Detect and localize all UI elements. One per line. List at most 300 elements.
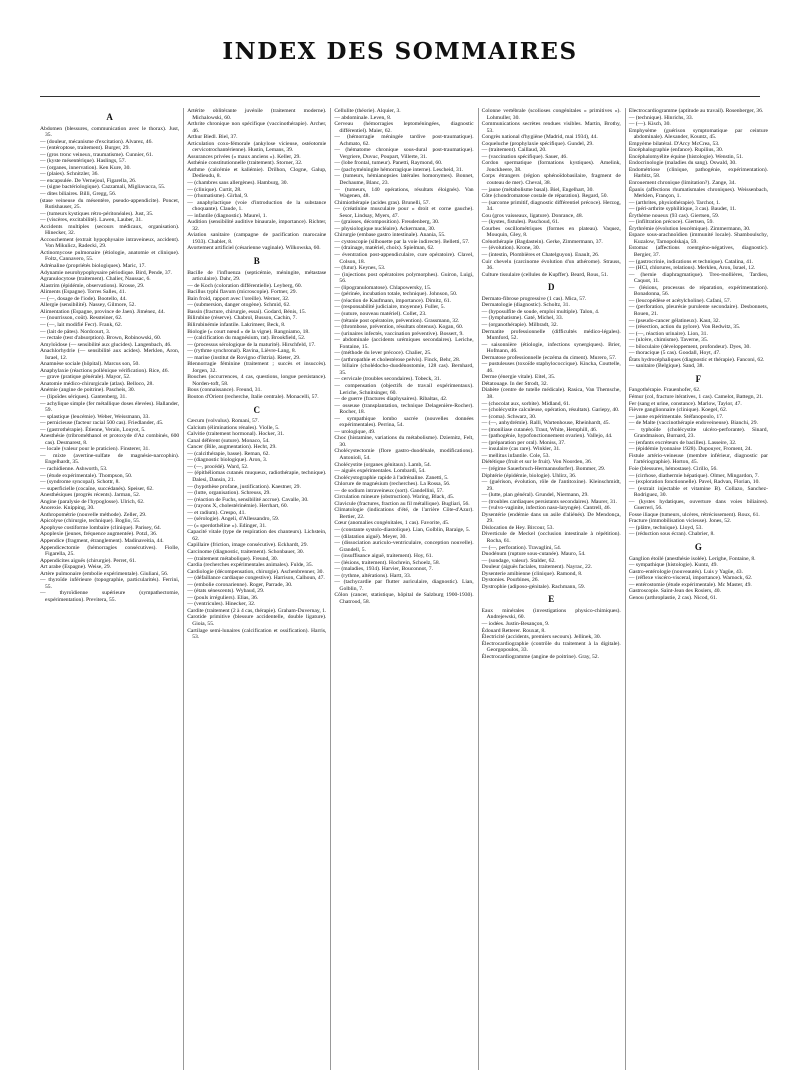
index-entry: — pernicieuse (facteur racial 500 cas). Friedlander, 45. (40, 420, 164, 427)
index-entry: Choc (histamine, variations du métabolisme). Dziemitz, Felt, 30. (334, 435, 474, 448)
index-entry: Dystrophie (adiposo-génitale). Rachmann, 59. (481, 583, 586, 590)
index-entry: Anesthésiques (progrès récents). Jarman, 52. (40, 492, 141, 499)
index-entry: Carcinome (diagnostic, traitement). Schonbauer, 30. (187, 549, 305, 555)
index-entry: — (plâtre, technique). Lloyd, 53. (628, 524, 703, 531)
index-entry: — (préparation per oral). Moniss, 37. (481, 439, 566, 446)
index-entry: — anaphylactique (voie d'introduction de la substance choquante). Claude, 1. (187, 199, 327, 213)
index-entry: — abdominale. Leven, 8. (334, 114, 392, 121)
index-entry: — (réaction de Kaufmann, importance). Dimitz, 61. (334, 297, 451, 304)
index-entry: Dermatose professionnelle (eczéma du ciment). Murero, 57. (481, 354, 617, 361)
index-entry: Ganglion étoilé (anesthésie isolée). Lerighe, Fontaine, 8. (628, 555, 756, 562)
index-entry: — (organothérapie). Milbradt, 32. (481, 321, 558, 328)
section-letter: D (547, 282, 555, 293)
index-entry: — (diagnostic biologique). Aron, 3. (187, 457, 268, 464)
index-entry: Bouton d'Orient (recherche, Italie centrale). Monacelli, 57. (187, 393, 319, 400)
index-entry: — (tumeurs kystiques rétro-péritonéales). Just, 35. (40, 210, 154, 217)
index-entry: Endocrinologie (maladies du sang). Oswald, 30. (628, 160, 737, 167)
index-entry: Cholécystographie rapide à l'adrénaline. Zanetti, 5. (334, 474, 449, 481)
index-entry: — (hernie diaphragmatique). Treo-mollières, Tardieu, Caquot, 11. (628, 271, 769, 285)
index-entry: Gastroscopie. Saint-Jean des Rosiers, 40. (628, 588, 721, 595)
index-entry: — (lymphatisme). Gaté, Michel, 33. (481, 315, 564, 322)
index-entry: Amyloïdose (— sensibilité aux glucides). Langenbach, 46. (40, 341, 172, 348)
index-entry: Fosse iliaque (tumeurs, ulcères, rétrécissement). Roux, 61. (628, 511, 760, 518)
index-entry: Érythème noueux (93 cas). Giertsen, 59. (628, 212, 720, 219)
index-entry: — (constante systolo-diastolique). Lian, Golblin, Baraige, 5. (334, 527, 471, 533)
index-entry: Bilirubinémie infantile. Lakrimeer, Beck, 8. (187, 321, 286, 328)
index-entry: — (sarcome primitif, diagnostic différentiel précoce). Herzog, 34. (481, 199, 621, 213)
index-entry: Cuir chevelu (carcinome évolution d'un athérome). Strauss, 36. (481, 258, 621, 272)
index-entry: Cardite (traitement (2 à 4 cas, thérapie). Graham-Duvernay, 1. (187, 607, 327, 614)
index-entry: — (sondage, valeur). Stalder, 62. (481, 557, 556, 564)
index-entry: Bouches (occurrences, 4 cas, questions, longue persistance). Norden-toft, 58. (187, 374, 327, 387)
index-entry: Eaux minérales (investigations physico-chimiques). Andrejewski, 60. (481, 607, 621, 621)
index-entry: Espace sous-arachnoïdien (immunité locale). Shamboulschy, Kuzalow, Tarnopolskaja, 59. (628, 232, 769, 245)
index-entry: — sanitaire (Belgique). Sand, 38. (628, 363, 704, 370)
index-entry: — (hyposulfite de soude, emploi multiple). Talon, 4. (481, 308, 600, 315)
index-entry: Dislocation de Hey. Bircour, 53. (481, 524, 554, 531)
index-entry: — aiguës expérimentales. Lombardi, 54. (334, 468, 426, 475)
index-entry: — cervicale (troubles secondaires). Tobeck, 31. (334, 376, 442, 383)
index-entry: — (organes, innervation). Ken Kure, 30. (40, 164, 131, 171)
index-entry: — (épithéliomas cutanés muqueux, radiothérapie, technique). Dalesi, Dansin, 21. (187, 470, 327, 483)
index-entry: — encapsulée. De Vernejoul, Figarella, 26. (40, 177, 137, 184)
index-entry: Appendicectomie (hémorragies consécutives). Fiolle, Figarella, 25. (40, 544, 180, 558)
index-entry: Anesthésie (tribrométhanol et protoxyde d'Az combinés, 600 cas). Desmarest, 8. (40, 433, 180, 446)
index-column-2 (183, 108, 326, 1070)
index-entry: — (régime Sauerbruch-Hermannsdorfer). Bommer, 29. (481, 465, 606, 472)
index-entry: Capacité vitale (type de respiration des chanteurs). Lichstein, 62. (187, 529, 327, 542)
index-entry: — (tumeurs, 140 opérations, résultats éloignés). Van Wagenen, 48. (334, 186, 474, 200)
index-entry: — (viscères, excitabilité). Lawen, Lauber, 31. (40, 217, 143, 224)
index-entry: — (processus sérologique de la maturité). Hirschfeld, 17. (187, 341, 316, 348)
index-entry: Diabète (centre de tutelle médicale). Rasica, Van Themsche, 38. (481, 387, 621, 400)
index-entry: Articulation coxo-fémorale (ankylose vicieuse, ostéotomie cervicotrochantérienne). Hustin, Lemans, 39. (187, 140, 327, 154)
index-entry: — de guerre (fractures diaphysaires). Ribaltas, 42. (334, 396, 448, 403)
index-entry: Anémie (angine de poitrine). Pascheis, 30. (40, 387, 136, 394)
index-entry: — iodées. Justin-Besançon, 9. (481, 621, 550, 628)
index-entry: Actinomycose pulmonaire (étiologie, anatomie et clinique). Foltz, Cannavero, 55. (40, 249, 180, 263)
index-entry: Apophyse costiforme lombaire (clinique). Parisey, 64. (40, 524, 162, 531)
index-entry: — (ulcère, chimisme). Taverne, 35. (628, 337, 709, 344)
index-entry: Accouchement (extrait hypophysaire intraveineux, accident). Von Mikulicz, Radecki, 29. (40, 236, 180, 250)
index-entry: — (troubles cardiaques persistants secondaires). Maurer, 31. (481, 498, 617, 505)
index-entry: Diététique (fruit et sur le fruit). Von Noorden, 36. (481, 459, 593, 466)
index-entry: Calcium (éliminations rénales). Violle, 5. (187, 424, 280, 431)
index-entry: Appendice (fragment, étranglement). Madinaveitia, 44. (40, 538, 164, 544)
index-entry: — (—, anhydrémie). Ralli, Wartenhouse, Rheinhardt, 45. (481, 420, 610, 427)
index-entry: Congrès national d'hygiène (Madrid, mai 1934), 44. (481, 134, 598, 141)
index-entry: Cholécystite (organes génitaux). Lamb, 54. (334, 461, 432, 468)
index-entry: Anamnèse sociale (hôpital). Marcus son, 50. (40, 361, 140, 368)
index-entry: — (pseudo-cancer gélatineux). Kaut, 32. (628, 317, 720, 324)
index-entry: Canal déférent (suture). Monaco, 54. (187, 437, 270, 444)
index-entry: — (rayons X, cholestérinémie). Herrhart, 60. (187, 503, 289, 510)
index-entry: — cystoscopie (silhouette par la voie indirecte). Belletti, 57. (334, 238, 470, 245)
index-entry: Enrouement chronique (limitation?). Zange, 34. (628, 180, 736, 187)
index-entry: — (syndrome syncopal). Schottr, 8. (40, 479, 120, 486)
index-entry: Audition (sensibilité auditive binaurale, importance). Richter, 32. (187, 219, 327, 232)
index-entry: — (résection, action du pylore). Von Redwitz, 35. (628, 324, 741, 331)
index-entry: Derme (énergie vitale). Eitel, 35. (481, 374, 556, 381)
index-entry: — (calcification du magnésium, rat). Brookfield, 52. (187, 335, 306, 342)
index-entry: Dystonies. Pourbines, 26. (481, 577, 539, 584)
index-entry: Alastrim (épidémie, observations). Krosse, 29. (40, 282, 145, 289)
index-entry: — (pathogénie, hypofonctionnement ovarien). Vallejo, 44. (481, 433, 613, 440)
index-entry: — (extrait injectable et vitamine B). Collazo, Sanchez-Rodriguez, 30. (628, 485, 769, 499)
index-entry: Bain froid, rapport avec l'oreille). Werner, 32. (187, 295, 290, 302)
index-entry: Apicolyse (chirurgie, technique). Boglio, 55. (40, 518, 141, 525)
index-entry: Aliments (Espagne). Torres Salles, 41. (40, 289, 127, 296)
index-entry: — osseuse (transplantation, technique Delagenière-Rocher). Rocher, 18. (334, 402, 474, 416)
index-entry: Artérite oblitérante juvénile (traitement moderne). Michalowski, 60. (187, 108, 327, 121)
index-entry: — (futur). Keynes, 53. (334, 265, 386, 272)
index-entry: — entérostomie (étude expérimentale). Mc Master, 49. (628, 581, 752, 588)
index-entry: Agranulocytose (traitement). Chalier, Naussac, 6. (40, 276, 151, 283)
index-entry: — (perforation, pleurésie purulente secondaire). Desbonnets, Rouen, 21. (628, 304, 769, 317)
index-entry: Empyème bilatéral. D'Arcy McCrea, 53. (628, 140, 720, 147)
index-entry: Chlorure de magnésium (recherches). La Rossa, 56. (334, 481, 451, 488)
index-entry: — (kyste mésentérique). Haslings, 57. (40, 158, 126, 165)
index-entry: — (arthropathie et cholestérose pelvis). Finck, Behr, 28. (334, 356, 461, 363)
index-entry: — (responsabilité judiciaire, moyenne). Fuller, 5. (334, 304, 445, 311)
index-entry: — mixte (avertine-sulfate de magnésie-narcophin). Engelhardt, 35. (40, 452, 180, 466)
index-entry: Cœur (anomalies congénitales, 1 cas). Favorite, 45. (334, 520, 450, 527)
index-entry: Douleur (aiguës faciales, traitement). Nayrac, 22. (481, 564, 593, 571)
index-entry: — (graisses, décomposition). Freudenberg, 30. (334, 219, 440, 226)
index-entry: — (entéroptose, traitement). Burger, 29. (40, 145, 130, 152)
section-letter: G (694, 542, 702, 552)
index-entry: — thoracique (5 cas). Goodall, Hoyt, 47. (628, 350, 721, 357)
index-entry: — (leucopédèse et acétylcholine). Cafani, 57. (628, 297, 732, 304)
page-title: INDEX DES SOMMAIRES (222, 38, 578, 65)
index-entry: — (infiltration précoce). Giertsen, 59. (628, 219, 714, 226)
index-entry: Électricité (accidents, premiers secours). Jellinek, 30. (481, 634, 602, 641)
index-entry: — dites biliaires. Billi, Gregg, 56. (40, 191, 117, 198)
index-entry: — (—, dosage de l'iode). Bootello, 44. (40, 295, 127, 302)
index-column-5 (625, 108, 768, 1070)
index-entry: Bacille de l'influenza (septicémie, méningite, métastase articulaire). Dahr, 29. (187, 269, 327, 283)
index-entry: — (réduction sous écran). Chabrier, 8. (628, 531, 715, 538)
index-entry: Bassin (fracture, chirurgie, essai). Godard, Bénis, 15. (187, 308, 307, 315)
index-entry: — abdominale (accidents urémiques secondaires). Leriche, Fontaine, 15. (334, 337, 474, 350)
index-entry: — thyroïde inférieure (topographie, particularités). Ferrini, 55. (40, 577, 180, 590)
index-entry: — (lipogranulomatose). Chlapowersky, 15. (334, 284, 432, 291)
index-entry: — (tachycardie par flutter auriculaire, diagnostic). Lian, Golblin, 7. (334, 579, 474, 592)
index-entry: — superficielle (cocaïne, succédanés). Speiser, 62. (40, 485, 154, 492)
index-entry: — (suture, nouveau matériel). Collet, 23. (334, 310, 427, 317)
index-entry: Apoplexie (jeunes, fréquence augmentée). Potzl, 36. (40, 531, 158, 538)
index-entry: Clavicule (fractures, fraction au fil métallique). Bugliari, 56. (334, 500, 470, 507)
index-entry: — (dilatation aiguë). Meyer, 30. (334, 533, 407, 540)
index-entry: — splastique (leucémie). Weber, Weissmann, 33. (40, 413, 150, 420)
index-entry: — (ventricules). Hinecker, 32. (187, 601, 256, 608)
index-entry: Fistule artério-veineuse (membre inférieur, diagnostic par l'artériographie). Horton, 45. (628, 452, 769, 466)
index-entry: Genou (arthroplastie, 2 cas). Nicod, 61. (628, 594, 718, 601)
index-entry: — (plaies). Schnitzler, 36. (40, 171, 99, 178)
index-entry: Asthme (calcémie et kaliémie). Drilhon, Clogne, Galup, Dedieudu, 8. (187, 166, 327, 180)
index-entry: — (—, procédé). Ward, 52. (187, 463, 249, 470)
index-entry: — (lésions, traitement). Hochrein, Schoelz, 58. (334, 559, 441, 566)
index-entry: — (chocolat aux, sorbite). Midland, 61. (481, 400, 571, 407)
index-entry: — (signe bactériologique). Cazzamali, Migliavacca, 55. (40, 184, 166, 191)
index-entry: — (calcithérapie, basse). Reman, 62. (187, 450, 270, 457)
index-entry: — (arthrites, physiothérapie). Tarchot, 1. (628, 199, 721, 206)
index-entry: — (péri-arthrite syphilitique, 3 cas). Baudet, 11. (628, 206, 737, 213)
index-entry: — (technique). Hinrichs, 33. (628, 114, 694, 121)
index-entry: — (méthode du lever précoce). Chalier, 25. (334, 350, 432, 357)
index-entry: — (maladies, 1934). Harvier, Bouconnot, 7. (334, 566, 433, 573)
section-letter: B (253, 256, 260, 267)
index-entry: — (tumeurs, hémianopsies latérales homonymes). Bonnet, Dechaume, Blanc, 23. (334, 173, 474, 187)
index-entry: — (lutte, plan général). Grundel, Niermann, 29. (481, 492, 589, 499)
index-entry: — (coma). Schwarz, 30. (481, 413, 537, 420)
index-entry: Foie (blessures, hémostase). Cirillo, 56. (628, 465, 718, 472)
index-entry: — compensation (objectifs de travail expérimentaux). Leriche, Schnitsinger, 60. (334, 382, 474, 396)
index-entry: — (douleur, mécanisme d'excitation). Alvarez, 46. (40, 138, 153, 145)
index-entry: — (kystes hydatiques, ouverture dans voies biliaires). Guerreri, 56. (628, 498, 769, 512)
index-entry: Anachlorhydrie (— sensibilité aux acides). Merklen, Aron, Israel, 12. (40, 348, 180, 361)
index-entry: — biliaire (cholédocho-duodénostomie, 128 cas). Bernhard, 35. (334, 363, 474, 376)
index-entry: — (submersion, danger otogène). Schmid, 62. (187, 302, 291, 309)
index-entry: — saisonnière (étiologie, infections synergiques). Brier, Hofmann, 46. (481, 341, 621, 355)
index-entry: Arthur Biedl. Biel, 37. (187, 134, 238, 141)
index-entry: — (nourrisson, coût). Ressteiner, 62. (40, 315, 123, 322)
index-entry: Diverticule de Meckel (occlusion intestinale à répétition). Rocha, 61. (481, 531, 621, 544)
index-entry: Communications secrètes rendues visibles. Martin, Brothy, 53. (481, 121, 621, 134)
index-entry: Blennorragie féminine (traitement ; succès et insuccès). Jorgen, 32. (187, 361, 327, 374)
index-entry: — (étude expérimentale). Thompson, 50. (40, 472, 133, 479)
index-entry: — (pachyméningite hémorragique interne). Lescheid, 31. (334, 166, 464, 173)
index-entry: — (—, lait modifié Fecr). Frank, 62. (40, 321, 123, 328)
index-entry: — (évolution). Krone, 30. (481, 245, 541, 252)
index-entry: Fracture (immobilisation vicieuse). Jones, 52. (628, 518, 732, 525)
index-entry: Abdomen (blessures, communication avec le thorax). Just, 35. (40, 125, 180, 139)
index-entry: Fer (sang et urine, constance). Marlow, Taylor, 47. (628, 400, 742, 407)
index-entry: — mellitus infantile. Cole, 53. (481, 452, 550, 459)
index-entry: — (états sénescents). Wybaud, 29. (187, 588, 265, 595)
index-entry: Électrocardiographie (contrôle du traitement à la digitale). Georgopoulos, 33. (481, 640, 621, 654)
index-entry: Cæcum (volvulus). Romani, 57. (187, 418, 259, 425)
index-entry: Gastro-entérologie (nouveautés). Luis y Yagüe, 43. (628, 568, 743, 575)
index-entry: Angine (paralysie de l'hypoglosse). Ulrich, 62. (40, 498, 145, 505)
index-entry: — éventration post-appendiculaire, cure opératoire). Clavel, Colson, 18. (334, 252, 474, 265)
index-entry: — (périnée, incubation totale, technique). Johnson, 50. (334, 291, 458, 298)
index-entry: Dysenterie amibienne (clinique). Ramond, 8. (481, 570, 583, 577)
index-entry: Avortement artificiel (césarienne vaginale). Wilkowska, 60. (187, 245, 321, 252)
index-entry: Adynamie neurohypophysaire périodique. Bird, Pende, 37. (40, 269, 172, 276)
index-entry: Cellulite (théorie). Alquier, 3. (334, 108, 401, 114)
index-entry: — sympathique lombo sacrée (nouvelles données expérimentales). Perrina, 54. (334, 415, 474, 429)
index-entry: Courbes oscillométriques (formes en plateau). Vaquez, Mouquin, Gley, 8. (481, 225, 621, 239)
index-entry: — (drainage, matériel, choix). Spielman, 62. (334, 245, 435, 252)
index-entry: Corps étrangers (région sphénoïdobasilaire, fragment de couteau de mer). Cheval, 38. (481, 173, 621, 187)
index-entry: — de Malte (vaccinothérapie endoveineuse). Bianchi, 29. (628, 420, 758, 427)
index-entry: — (HCl, chlorures, relations). Merklen, Aron, Israel, 12. (628, 265, 756, 272)
index-entry: — (hypothèse profane, justification). Kaestner, 29. (187, 483, 301, 490)
index-entry: — (gastrocrinie, indications et technique). Catalina, 41. (628, 258, 754, 265)
index-entry: — (chambres sans allergènes). Hamburg, 30. (187, 180, 288, 187)
index-column-1 (40, 108, 179, 1070)
index-entry: Cartilage semi-lunaires (calcification et ossification). Harris, 53. (187, 627, 327, 641)
index-entry: Chirurgie (embase gastro intestinale). Anania, 55. (334, 232, 446, 239)
index-entry: Arthrite chronique non spécifique (vaccinothérapie). Archer, 46. (187, 121, 327, 134)
index-entry: Crénothérapie (Bagdastein). Gerke, Zimmermann, 37. (481, 238, 603, 245)
index-entry: Circulation mineure (obstruction). Waring, Black, 45. (334, 494, 455, 501)
index-entry: — (lipoïdes sériques). Gantenberg, 31. (40, 393, 127, 400)
index-entry: Coqueluche (prophylaxie spécifique). Gundel, 29. (481, 140, 594, 147)
section-letter: E (548, 594, 555, 605)
index-entry: Cancer (Bile, augmentation). Hecht, 29. (187, 444, 277, 451)
index-entry: Aviation sanitaire (campagne de pacification marocaine 1933). Chablet, 8. (187, 232, 327, 245)
index-entry: — (moniliase cutanée). Traut, White, Hemphill, 46. (481, 426, 598, 433)
index-entry: Climatologie (indications d'été, de l'arrière Côte-d'Azur). Bertier, 22. (334, 507, 474, 520)
index-entry: Encéphalomyélite équine (histologie). Wenstin, 51. (628, 153, 744, 160)
index-entry: États hydrocéphaliques (diagnostic et thérapie). Fanconi, 62. (628, 356, 765, 363)
index-entry: — (embolie coronarienne). Roger, Parrade, 30. (187, 581, 293, 588)
index-entry: Dysentérie (endémie dans un asile d'aliénés). De Mendonça, 29. (481, 511, 621, 525)
index-entry: Diphtérie (épidémie, biologie). Uhlirz, 36. (481, 472, 577, 479)
index-entry: — (exploration fonctionnelle). Pavel, Radvan, Florian, 10. (628, 479, 760, 486)
index-entry: Capillaire (friction, image consécutive). Eckhardt, 29. (187, 542, 308, 549)
index-entry: Électrocardiogramme (aptitude au travail). Rosenberger, 36. (628, 108, 764, 114)
index-entry: Colonne vertébrale (scolioses congénitales « primitives »). Lohmuller, 30. (481, 108, 621, 121)
index-entry: Dermato-fibrose progressive (1 cas). Mica, 57. (481, 295, 587, 302)
index-entry: Anatomie médico-chirurgicale (atlas). Belloco, 28. (40, 380, 154, 387)
index-entry: Biologie (« court nœud » de la vigne). Rangniamo, 18. (187, 328, 310, 335)
index-entry: — (guérison, évolution, rôle de l'antitoxine). Kleinschmidt, 29. (481, 479, 621, 492)
index-entry: Anorexie. Knipping, 30. (40, 505, 95, 512)
index-entry: — (créatinine musculaire pour « droit et corne gauche). Sesor, Lindsay, Myers, 47. (334, 206, 474, 219)
index-entry: Détatouage. In der Strodt, 32. (481, 380, 548, 387)
index-entry: — (urinaires infectés, vaccination préventive). Bossert, 9. (334, 330, 464, 337)
index-entry: — (traitement métabolique). Freund, 30. (187, 555, 279, 562)
index-entry: Alimentation (Espagne, province de Jaen). Jiménez, 44. (40, 308, 165, 315)
index-entry: — (dissociation auriculo-ventriculaire, conception nouvelle). Grandell, 5. (334, 540, 474, 553)
index-entry: Côlon (cancer, statistique, hôpital de Salzburg 1900-1930). Chatrood, 58. (334, 592, 474, 606)
index-entry: — (« sperdothéline »). Edinger, 31. (187, 522, 267, 529)
index-entry: — (traitement). Caillaud, 20. (481, 147, 547, 154)
index-entry: — (lobe frontal, tumeur). Panetti, Raymond, 60. (334, 160, 443, 167)
index-entry: — (rythme, altérations). Hartt, 33. (334, 572, 412, 579)
index-entry: Cardiologie (décompensation, chirurgie). Aschenbrenner, 30. (187, 568, 324, 575)
index-entry: Accidents multiples (secours médicaux, organisation). Hinecker, 32. (40, 223, 180, 237)
index-entry: Dermatologie (diagnostic). Scholtz, 31. (481, 302, 570, 309)
index-entry: Édouard Retterer. Rouxat, 8. (481, 627, 546, 634)
index-entry: Adrénaline (propriétés biologiques). Maric, 17. (40, 263, 146, 270)
index-entry: — achylique simple (fer métallique doses élevées). Hallander, 59. (40, 400, 180, 414)
index-entry: Fièvre ganglionnaire (clinique). Koegel, 62. (628, 407, 728, 414)
index-entry: — (injections post opératoires polymorphes). Guiron, Luigi, 56. (334, 271, 474, 285)
index-entry: — de sodium intraveineux (sort). Gandellini, 57. (334, 487, 444, 494)
index-entry: — (vaccination spécifique). Sauer, 46. (481, 153, 568, 160)
index-entry: — biloculaire (développement, profondeur). Dyes, 30. (628, 343, 751, 350)
index-entry: — (cirrhose, diathermie hépatique). Olmer, Mingardon, 7. (628, 472, 759, 479)
index-entry: — (—). Kisch, 30. (628, 121, 671, 128)
index-entry: — thyroïdienne supérieure (sympathectomie, expérimentation). Previtera, 55. (40, 590, 180, 603)
section-letter: F (695, 373, 702, 384)
index-entry: — sympathique (histologie). Kuntz, 49. (628, 562, 718, 569)
index-entry: Cordon spermatique (formations kystiques). Amelink, Jonckheere, 38. (481, 160, 621, 173)
index-entry: Allergie (sensibilité). Nassey, Gilmore, 52. (40, 302, 136, 309)
index-entry: Côte (chondromatose costale de réparation). Regard, 50. (481, 193, 608, 200)
index-entry: Artère pulmonaire (embolie expérimentale). Giuliani, 56. (40, 570, 169, 577)
index-entry: Estomac (affections roentgéno-négatives, diagnostic). Bergier, 37. (628, 245, 769, 259)
index-entry: — (cholécystite calculeuse, opération, résultats). Gariepy, 40. (481, 407, 620, 414)
index-entry: — urologique, 49. (334, 428, 376, 435)
index-entry: — rectale (test d'absorption). Brown, Robinowski, 60. (40, 335, 162, 342)
index-entry: Duodénum (rupture sous-cutanée). Mauro, 54. (481, 551, 586, 558)
index-entry: Calvitie (traitement hormonal). Hocker, 31. (187, 431, 285, 438)
index-entry: Encéphalographie (enfance). Rupilius, 30. (628, 147, 724, 154)
index-entry: — marine (institut de Rovigno d'Istria). Rieter, 29. (187, 354, 301, 361)
index-entry: Électrocardiogramme (angine de poitrine). Gray, 52. (481, 653, 599, 660)
index-entry: — rachidienne. Ashworth, 53. (40, 465, 108, 472)
index-entry: Cholécystectomie (flore gastro-duodénale, modifications). Antonioli, 54. (334, 448, 474, 461)
index-entry: — (rhumatisme). Girbal, 9. (187, 193, 249, 200)
index-entry: Chimiothérapie (acides gras). Brunelli, 57. (334, 199, 430, 206)
section-letter: C (253, 404, 261, 415)
index-entry: — typhoïde (cholécystite ulcéro-perforante). Sinard, Grandmaison, Burnard, 23. (628, 426, 769, 440)
index-entry: — (rythme synchronal). Ravina, Lièvre-Lang, 8. (187, 348, 297, 355)
index-entry: (stase veineuse du mésentère, pseudo-appendicite). Poncet, Rutishauser, 25. (40, 197, 180, 211)
index-entry: Endométriose (clinique, pathogénie, expérimentation). Harbitz, 58. (628, 166, 769, 180)
index-entry: Appendicites aiguës (chirurgie). Perret, 61. (40, 557, 137, 564)
index-entry: — pustuleuses (toxoïde staphylococcique). Kincka, Couttelle, 46. (481, 361, 621, 374)
index-entry: — (réaction de Fuchs, sensibilité accrue). Cavalle, 30. (187, 496, 309, 503)
index-entry: Anaphylaxie (réactions pollénique vérification). Rice, 46. (40, 367, 169, 374)
index-entry: — (intestin, Plombières et Chatelguyon). Enault, 26. (481, 252, 600, 259)
index-entry: Cardia (recherches expérimentales animales). Fulde, 35. (187, 562, 314, 569)
index-entry: Anthropométrie (nouvelle méthode). Zeller, 29. (40, 511, 147, 518)
index-entry: — (lutte, organisation). Schreuss, 29. (187, 490, 271, 497)
index-entry: Bous (connaissance). Freund, 31. (187, 387, 262, 394)
index-entry: — (insuffisance aiguë, traitement). Hoy, 61. (334, 553, 433, 560)
index-entry: Fémur (col, fracture itératives, 1 cas). Camelot, Battegn, 21. (628, 393, 764, 400)
index-entry: — physiologique nucléaire). Ackermann, 30. (334, 225, 436, 232)
title-rule (40, 96, 760, 97)
index-entry: — (—, réaction urinaire). Lion, 31. (628, 330, 708, 337)
index-entry: — (sérologie). Angeli, d'Allessandro, 59. (187, 516, 280, 523)
index-entry: Bilirubine (réserve). Chabrol, Busson, Cachin, 7. (187, 315, 297, 322)
index-entry: — de Koch (coloration différentielle). Leyberg, 60. (187, 282, 303, 289)
index-entry: — (thrombose, prévention, résultats obtenus). Kogan, 60. (334, 324, 464, 331)
index-entry: Cou (gros vaisseaux, ligature). Donrance, 48. (481, 212, 584, 219)
index-entry: — grave (pratique générale). Mayor, 52. (40, 374, 131, 381)
index-entry: Cerveau (hémorragies leptoméningées, diagnostic différentiel). Maier, 62. (334, 121, 474, 134)
index-entry: Culture tissulaire (cellules de Kupffer). Beard, Rous, 51. (481, 271, 609, 278)
index-entry: — (défaillance cardiaque congestive). Harrison, Calhoun, 47. (187, 575, 325, 582)
index-entry: Épanis (affections rhumatismales chroniques). Weissenbach, Merklen, Françon, 1. (628, 186, 769, 200)
index-entry: — (vulvo-vaginite, infection naso-laryngée). Cantrell, 46. (481, 505, 612, 512)
index-entry: — (lait de pâtes). Nordcourt, 3. (40, 328, 111, 335)
section-letter: A (106, 112, 113, 122)
index-entry: — (kystes, fistules). Paschoud, 61. (481, 219, 560, 226)
index-entry: — jaune (métabolisme basal). Biel, Engelhart, 30. (481, 186, 594, 193)
index-entry: — infantile (diagnostic). Maurel, 1. (187, 212, 267, 219)
index-entry: — (réflexe viscéro-visceral, importance). Warnock, 62. (628, 575, 753, 582)
index-entry: — (lésions, processus de réparation, expérimentation). Bonadonna, 56. (628, 284, 769, 298)
index-entry: — (gros tronc veineux, traumatisme). Cunnier, 61. (40, 151, 154, 158)
index-entry: Fangothérapie. Frauenhofer, 62. (628, 387, 701, 394)
index-entry: Bacillus typhi flavum (microscopie). Fortner, 29. (187, 289, 297, 296)
index-entry: Assurances privées (« maux anciens »). Keller, 29. (187, 153, 301, 160)
index-entry: Asthénie constitutionnelle (traitement). Storner, 32. (187, 160, 303, 167)
index-entry: — (tétanie post opératoire, prévention). Grassmann, 32. (334, 317, 460, 324)
index-columns (40, 108, 768, 1070)
index-entry: — (hémorragie méningée tardive post-traumatique). Achmato, 62. (334, 134, 474, 147)
index-entry: — jaune expérimentale. Stéfanopoulo, 17. (628, 413, 724, 420)
index-entry: Art arabe (Espagne). Weise, 29. (40, 564, 112, 571)
